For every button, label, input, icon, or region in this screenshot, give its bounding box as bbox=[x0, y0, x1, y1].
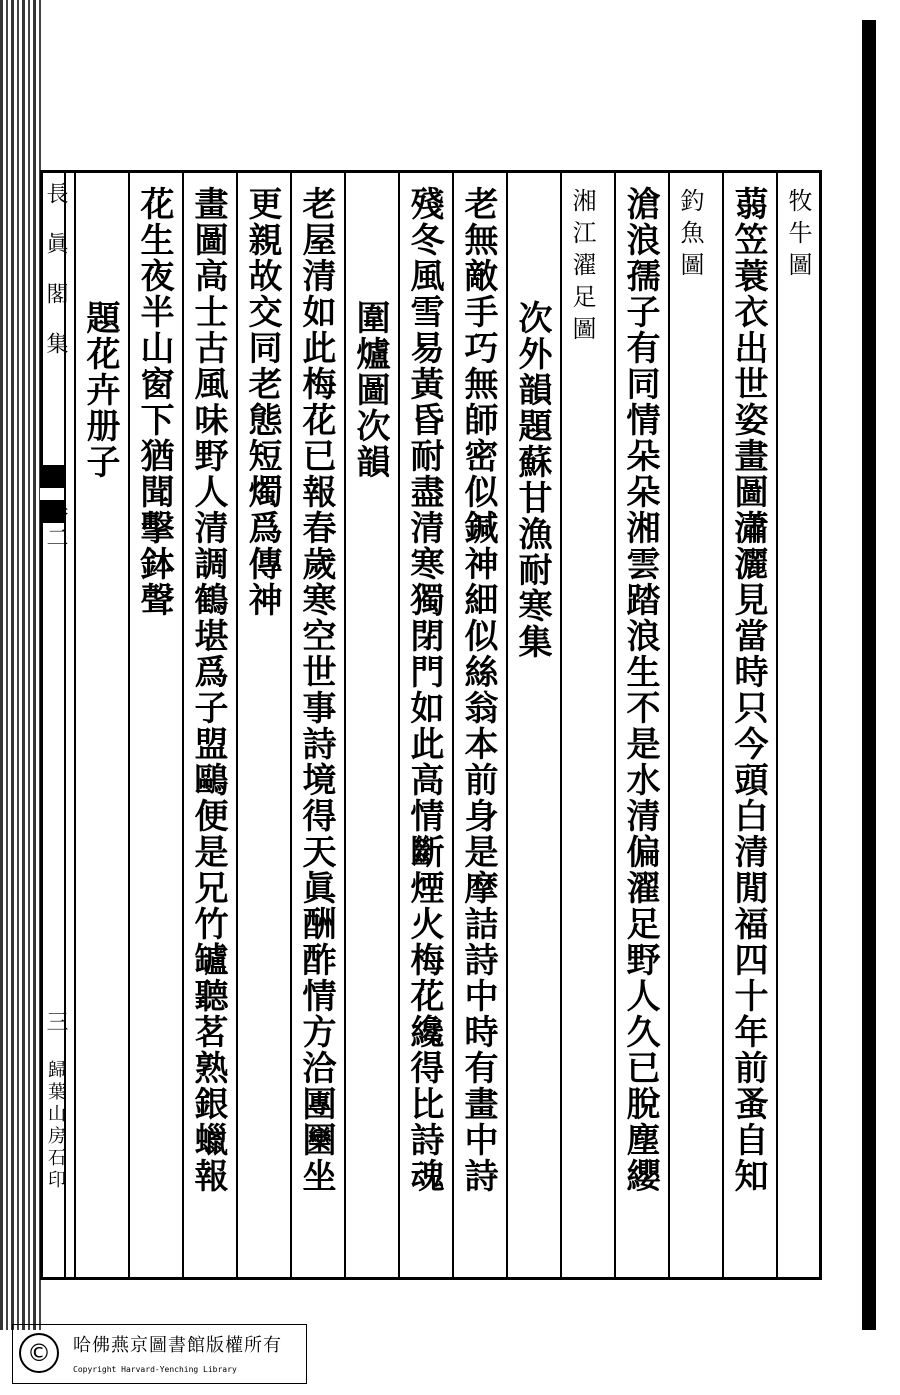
copyright-notice bbox=[12, 1324, 307, 1384]
column-rule bbox=[776, 172, 778, 1278]
poem-title: 次外韻題蘇甘漁耐寒集 bbox=[512, 300, 552, 660]
column-rule bbox=[560, 172, 562, 1278]
poem-title: 牧牛圖 bbox=[784, 188, 812, 284]
book-spine-edge bbox=[0, 0, 42, 1330]
poem-title: 題花卉册子 bbox=[80, 300, 120, 480]
poem-line: 花生夜半山窗下猶聞擊鉢聲 bbox=[134, 186, 174, 618]
poem-title: 湘江濯足圖 bbox=[568, 188, 596, 348]
column-rule bbox=[236, 172, 238, 1278]
column-rule bbox=[668, 172, 670, 1278]
printer-name: 歸葉山房石印 bbox=[45, 1060, 66, 1192]
volume-label: 卷二 bbox=[43, 500, 68, 552]
poem-line: 畫圖高士古風味野人清調鶴堪爲子盟鷗便是兄竹罏聽茗熟銀蠟報 bbox=[188, 186, 228, 1194]
poem-title: 圍爐圖次韻 bbox=[350, 300, 390, 480]
poem-title: 釣魚圖 bbox=[676, 188, 704, 284]
copyright-chinese: 哈佛燕京圖書館版權所有 bbox=[73, 1335, 282, 1356]
copyright-icon: © bbox=[19, 1333, 59, 1373]
poem-line: 老屋清如此梅花已報春歲寒空世事詩境得天眞酬酢情方洽團圞坐 bbox=[296, 186, 336, 1194]
poem-line: 更親故交同老態短燭爲傳神 bbox=[242, 186, 282, 618]
column-rule bbox=[614, 172, 616, 1278]
column-rule bbox=[506, 172, 508, 1278]
poem-line: 殘冬風雪易黃昏耐盡清寒獨閉門如此高情斷煙火梅花纔得比詩魂 bbox=[404, 186, 444, 1194]
column-rule bbox=[452, 172, 454, 1278]
book-title: 長眞閣集 bbox=[43, 182, 68, 382]
column-rule bbox=[290, 172, 292, 1278]
page-number: 三 bbox=[43, 1010, 68, 1032]
poem-line: 老無敵手巧無師密似鍼神細似絲翁本前身是摩詰詩中時有畫中詩 bbox=[458, 186, 498, 1194]
column-rule bbox=[128, 172, 130, 1278]
column-rule bbox=[398, 172, 400, 1278]
column-rule bbox=[74, 172, 76, 1278]
poem-line: 蒻笠蓑衣出世姿畫圖瀟灑見當時只今頭白清閒福四十年前蚤自知 bbox=[728, 186, 768, 1194]
copyright-english: Copyright Harvard-Yenching Library bbox=[73, 1365, 237, 1374]
poem-line: 滄浪孺子有同情朵朵湘雲踏浪生不是水清偏濯足野人久已脫塵纓 bbox=[620, 186, 660, 1194]
page-right-edge bbox=[862, 20, 876, 1330]
column-rule bbox=[722, 172, 724, 1278]
column-rule bbox=[182, 172, 184, 1278]
column-rule bbox=[344, 172, 346, 1278]
